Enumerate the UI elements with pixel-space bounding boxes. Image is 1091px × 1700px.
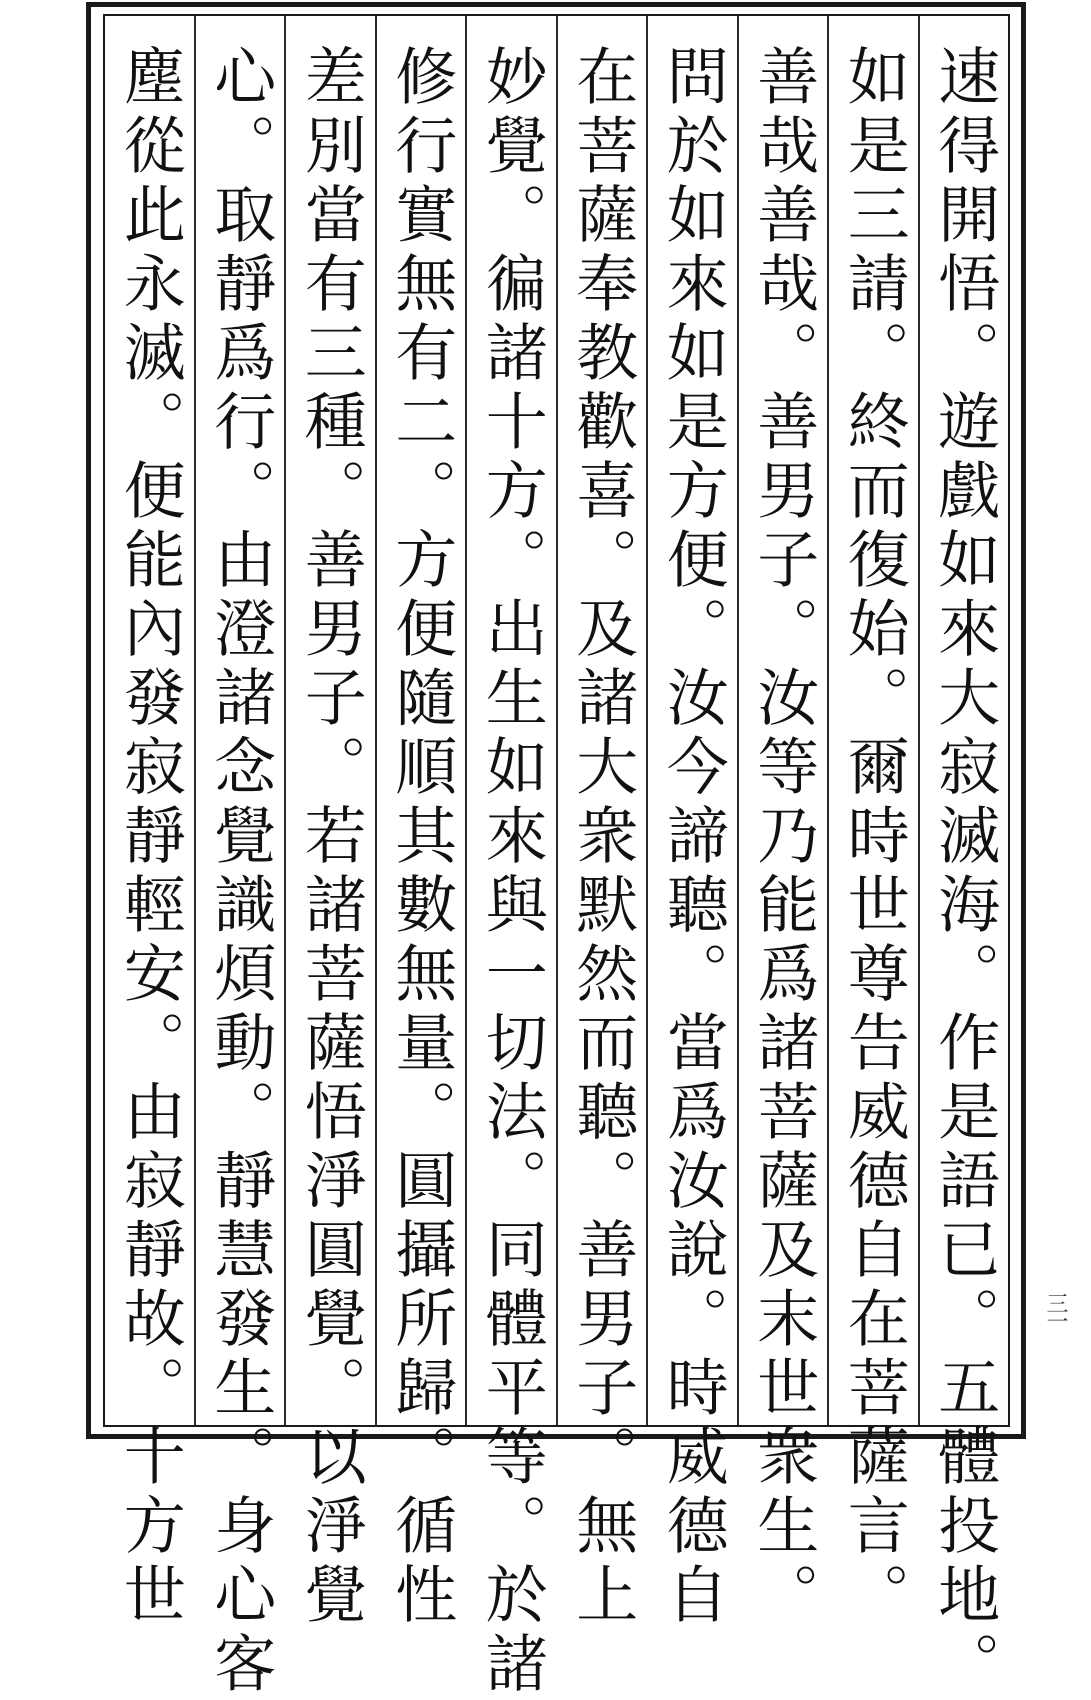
text-column-6: [465, 16, 556, 1700]
column-text: 在菩薩奉教歡喜。及諸大衆默然而聽。善男子。無上: [565, 44, 639, 1631]
text-column-2: [827, 16, 918, 1631]
page-number: 三一: [1043, 1292, 1068, 1328]
column-text: 差別當有三種。善男子。若諸菩薩悟淨圓覺。以淨覺: [294, 44, 368, 1631]
column-text: 修行實無有二。方便隨順其數無量。圓攝所歸。循性: [384, 44, 458, 1631]
text-column-4: [646, 16, 737, 1631]
text-column-8: [284, 16, 375, 1631]
text-column-10: [105, 16, 194, 1631]
column-text: 善哉善哉。善男子。汝等乃能爲諸菩薩及末世衆生。: [746, 44, 820, 1631]
text-column-5: [556, 16, 647, 1631]
column-text: 妙覺。徧諸十方。出生如來與一切法。同體平等。於諸: [475, 44, 549, 1700]
column-text: 問於如來如是方便。汝今諦聽。當爲汝說。時威德自: [656, 44, 730, 1631]
column-text: 如是三請。終而復始。爾時世尊告威德自在菩薩言。: [837, 44, 911, 1631]
text-column-1: [918, 16, 1009, 1700]
text-column-7: [375, 16, 466, 1631]
text-block: [103, 14, 1010, 1700]
column-text: 塵從此永滅。便能內發寂靜輕安。由寂靜故。十方世: [113, 44, 187, 1631]
column-text: 心。取靜爲行。由澄諸念覺識煩動。靜慧發生。身心客: [203, 44, 277, 1700]
column-text: 速得開悟。遊戲如來大寂滅海。作是語已。五體投地。: [927, 44, 1001, 1700]
text-column-3: [737, 16, 828, 1631]
text-column-9: [194, 16, 285, 1700]
